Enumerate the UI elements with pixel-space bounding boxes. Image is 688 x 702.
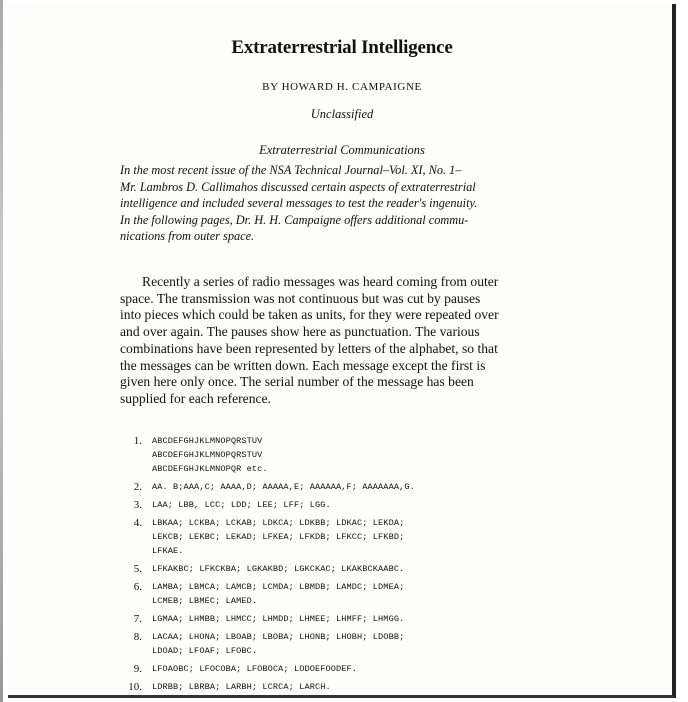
message-text: LDOAD; LFOAF; LFOBC. [152,646,258,656]
editor-note-line: intelligence and included several messages to test the reader's ingenuity. [120,196,478,211]
message-item [120,680,620,694]
body-line: the messages can be written down. Each message except the first is [120,357,486,373]
message-item [120,498,620,512]
message-number: 5. [133,563,142,575]
editor-note-line: In the most recent issue of the NSA Technical Journal–Vol. XI, No. 1– [120,163,462,177]
message-item [120,434,620,476]
body-line: into pieces which could be taken as units, for they were repeated over [120,307,499,323]
message-text: ABCDEFGHJKLMNOPQR etc. [152,464,268,474]
editor-note-line: Mr. Lambros D. Callimahos discussed certain aspects of extraterrestrial [120,179,476,194]
message-text: LFOAOBC; LFOCOBA; LFOBOCA; LODOEFOODEF. [152,664,358,674]
editor-note [120,162,616,245]
message-number: 4. [133,517,142,529]
message-item [120,662,620,676]
body-paragraph [120,274,616,408]
message-number: 1. [133,435,142,447]
message-number: 2. [133,481,142,493]
message-item [120,480,620,494]
message-text: LAMBA; LBMCA; LAMCB; LCMDA; LBMDB; LAMDC; LDMEA; [152,582,405,592]
editor-note-line: In the following pages, Dr. H. H. Campaigne offers additional commu- [120,212,469,227]
message-text: LFKAKBC; LFKCKBA; LGKAKBD; LGKCKAC; LKAKBCKAABC. [152,564,405,574]
message-text: LCMEB; LBMEC; LAMED. [152,596,258,606]
message-text: LDRBB; LBRBA; LARBH; LCRCA; LARCH. [152,682,331,692]
message-text: LGMAA; LHMBB; LHMCC; LHMDD; LHMEE; LHMFF; LHMGG. [152,614,405,624]
message-text: LEKCB; LEKBC; LEKAD; LFKEA; LFKDB; LFKCC; LFKBD; [152,532,405,542]
message-text: ABCDEFGHJKLMNOPQRSTUV [152,436,263,446]
message-text: LACAA; LHONA; LBOAB; LBOBA; LHONB; LHOBH; LDOBB; [152,632,405,642]
body-line: space. The transmission was not continuous but was cut by pauses [120,290,481,306]
message-number: 7. [133,613,142,625]
message-list [120,434,620,698]
message-number: 8. [133,631,142,643]
message-item [120,612,620,626]
message-text: LFKAE. [152,546,184,556]
author-line: BY HOWARD H. CAMPAIGNE [262,81,422,93]
body-line: given here only once. The serial number of the message has been [120,374,474,390]
message-number: 9. [133,663,142,675]
paper-page [8,4,676,698]
classification: Unclassified [310,107,374,121]
body-line: and over again. The pauses show here as punctuation. The various [120,324,480,340]
section-heading: Extraterrestrial Communications [259,143,425,157]
message-text: ABCDEFGHJKLMNOPQRSTUV [152,450,263,460]
body-line: supplied for each reference. [120,390,271,406]
message-number: 3. [133,499,142,511]
message-item [120,562,620,576]
paper-title: Extraterrestrial Intelligence [231,37,453,58]
message-text: AA. B;AAA,C; AAAA,D; AAAAA,E; AAAAAA,F; AAAAAAA,G. [152,482,415,492]
message-item [120,516,620,558]
scan-edge [0,0,3,702]
message-item [120,630,620,658]
message-text: LAA; LBB, LCC; LDD; LEE; LFF; LGG. [152,500,331,510]
message-item [120,580,620,608]
message-text: LBKAA; LCKBA; LCKAB; LDKCA; LDKBB; LDKAC; LEKDA; [152,518,405,528]
body-line: Recently a series of radio messages was heard coming from outer [142,274,499,289]
message-number: 6. [133,581,142,593]
body-line: combinations have been represented by letters of the alphabet, so that [120,340,498,356]
message-number: 10. [128,681,142,693]
editor-note-line: nications from outer space. [120,229,255,244]
